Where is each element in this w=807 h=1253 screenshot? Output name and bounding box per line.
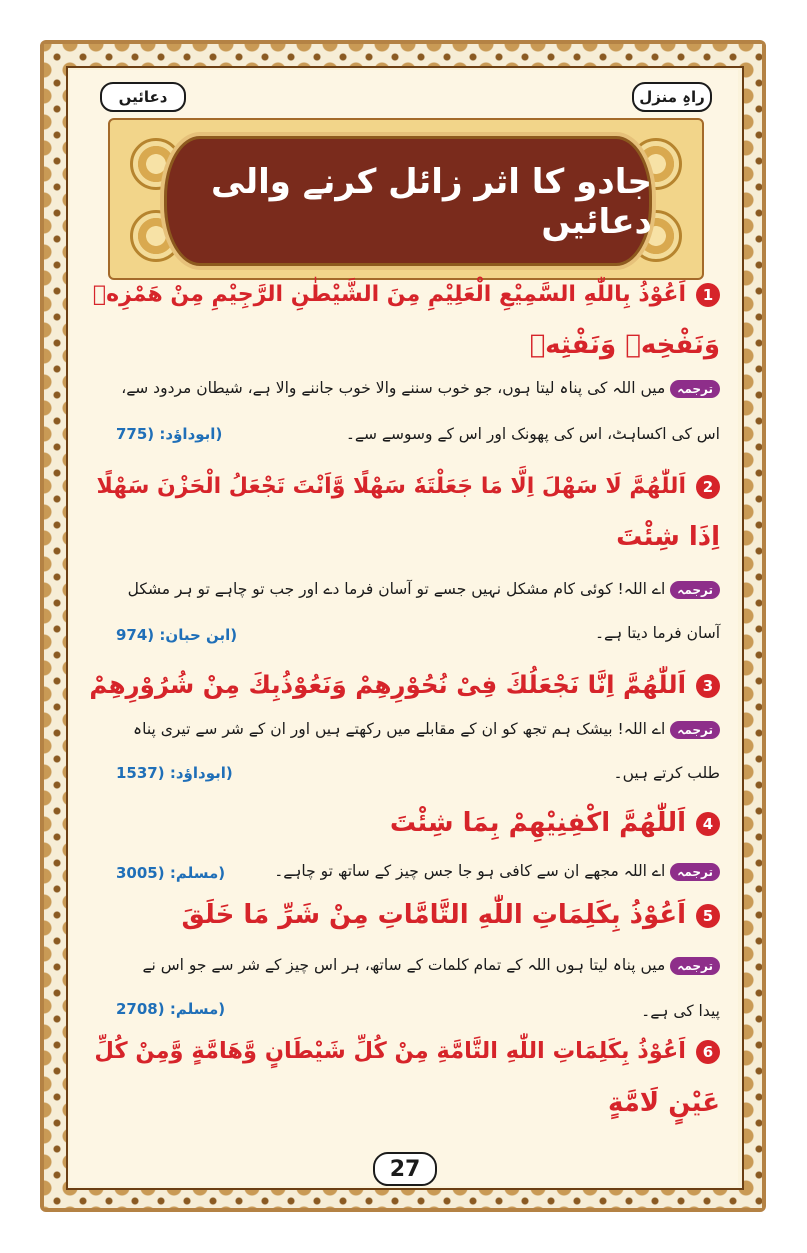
arabic-line: 4اَللّٰهُمَّ اكْفِنِیْهِمْ بِمَا شِئْتَ xyxy=(390,808,720,838)
translation-line: ترجمہاے اللہ! بیشک ہم تجھ کو ان کے مقابلے میں رکھتے ہیں اور ان کے شر سے تیری پناہ xyxy=(133,720,720,739)
translation-line: طلب کرتے ہیں۔ xyxy=(613,764,720,782)
page-number: 27 xyxy=(373,1152,437,1186)
book-title-label: راہِ منزل xyxy=(632,82,712,112)
title-banner xyxy=(108,118,700,276)
arabic-line: 5اَعُوْذُ بِكَلِمَاتِ اللّٰهِ التَّامَّاتِ مِنْ شَرِّ مَا خَلَقَ xyxy=(182,900,720,930)
dua-number-badge: 6 xyxy=(696,1040,720,1064)
section-label: دعائیں xyxy=(100,82,186,112)
dua-number-badge: 4 xyxy=(696,812,720,836)
arabic-line: عَیْنٍ لَامَّةٍ xyxy=(607,1088,720,1118)
dua-item xyxy=(88,900,720,1030)
translation-line: پیدا کی ہے۔ xyxy=(641,1002,720,1020)
translation-badge: ترجمہ xyxy=(670,581,720,599)
translation-line: ترجمہمیں اللہ کی پناہ لیتا ہوں، جو خوب سننے والا خوب جاننے والا ہے، شیطان مردود سے، xyxy=(121,379,720,398)
dua-number-badge: 5 xyxy=(696,904,720,928)
hadith-reference: 775) (ابوداؤد: xyxy=(116,425,223,443)
dua-item xyxy=(88,474,720,654)
hadith-reference: 2708) (مسلم: xyxy=(116,1000,226,1018)
dua-number-badge: 3 xyxy=(696,674,720,698)
arabic-line: وَنَفْخِهٖ وَنَفْثِهٖ xyxy=(529,330,720,360)
arabic-line: 3اَللّٰهُمَّ اِنَّا نَجْعَلُكَ فِیْ نُحُوْرِهِمْ وَنَعُوْذُبِكَ مِنْ شُرُوْرِهِمْ xyxy=(89,670,720,699)
translation-line: ترجمہاے اللہ مجھے ان سے کافی ہو جا جس چیز کے ساتھ تو چاہے۔ xyxy=(274,862,720,881)
dua-item xyxy=(88,808,720,888)
translation-line: آسان فرما دیتا ہے۔ xyxy=(594,624,720,642)
translation-line: ترجمہاے اللہ! کوئی کام مشکل نہیں جسے تو آسان فرما دے اور جب تو چاہے تو ہر مشکل xyxy=(128,580,720,599)
arabic-line: 1اَعُوْذُ بِاللّٰهِ السَّمِیْعِ الْعَلِیْمِ مِنَ الشَّیْطٰنِ الرَّجِیْمِ مِنْ هَمْزِهٖ xyxy=(93,282,720,307)
translation-badge: ترجمہ xyxy=(670,957,720,975)
translation-line: ترجمہمیں پناہ لیتا ہوں اللہ کے تمام کلمات کے ساتھ، ہر اس چیز کے شر سے جو اس نے xyxy=(142,956,720,975)
page-title: جادو کا اثر زائل کرنے والی دعائیں xyxy=(210,161,652,242)
dua-item xyxy=(88,670,720,790)
dua-number-badge: 2 xyxy=(696,475,720,499)
banner-plaque xyxy=(160,132,656,270)
translation-badge: ترجمہ xyxy=(670,721,720,739)
dua-item xyxy=(88,282,720,452)
hadith-reference: 3005) (مسلم: xyxy=(116,864,226,882)
dua-number-badge: 1 xyxy=(696,283,720,307)
arabic-line: اِذَا شِئْتَ xyxy=(616,522,720,552)
arabic-line: 6اَعُوْذُ بِكَلِمَاتِ اللّٰهِ التَّامَّةِ مِنْ كُلِّ شَیْطَانٍ وَّهَامَّةٍ وَّمِنْ كُلِّ xyxy=(94,1038,720,1064)
translation-badge: ترجمہ xyxy=(670,380,720,398)
dua-item xyxy=(88,1038,720,1138)
translation-badge: ترجمہ xyxy=(670,863,720,881)
arabic-line: 2اَللّٰهُمَّ لَا سَهْلَ اِلَّا مَا جَعَلْتَهٗ سَهْلًا وَّاَنْتَ تَجْعَلُ الْحَزْنَ سَهْلًا xyxy=(97,474,721,499)
translation-line: اس کی اکساہٹ، اس کی پھونک اور اس کے وسوسے سے۔ xyxy=(345,425,720,443)
hadith-reference: 1537) (ابوداؤد: xyxy=(116,764,233,782)
hadith-reference: 974) (ابن حبان: xyxy=(116,626,238,644)
